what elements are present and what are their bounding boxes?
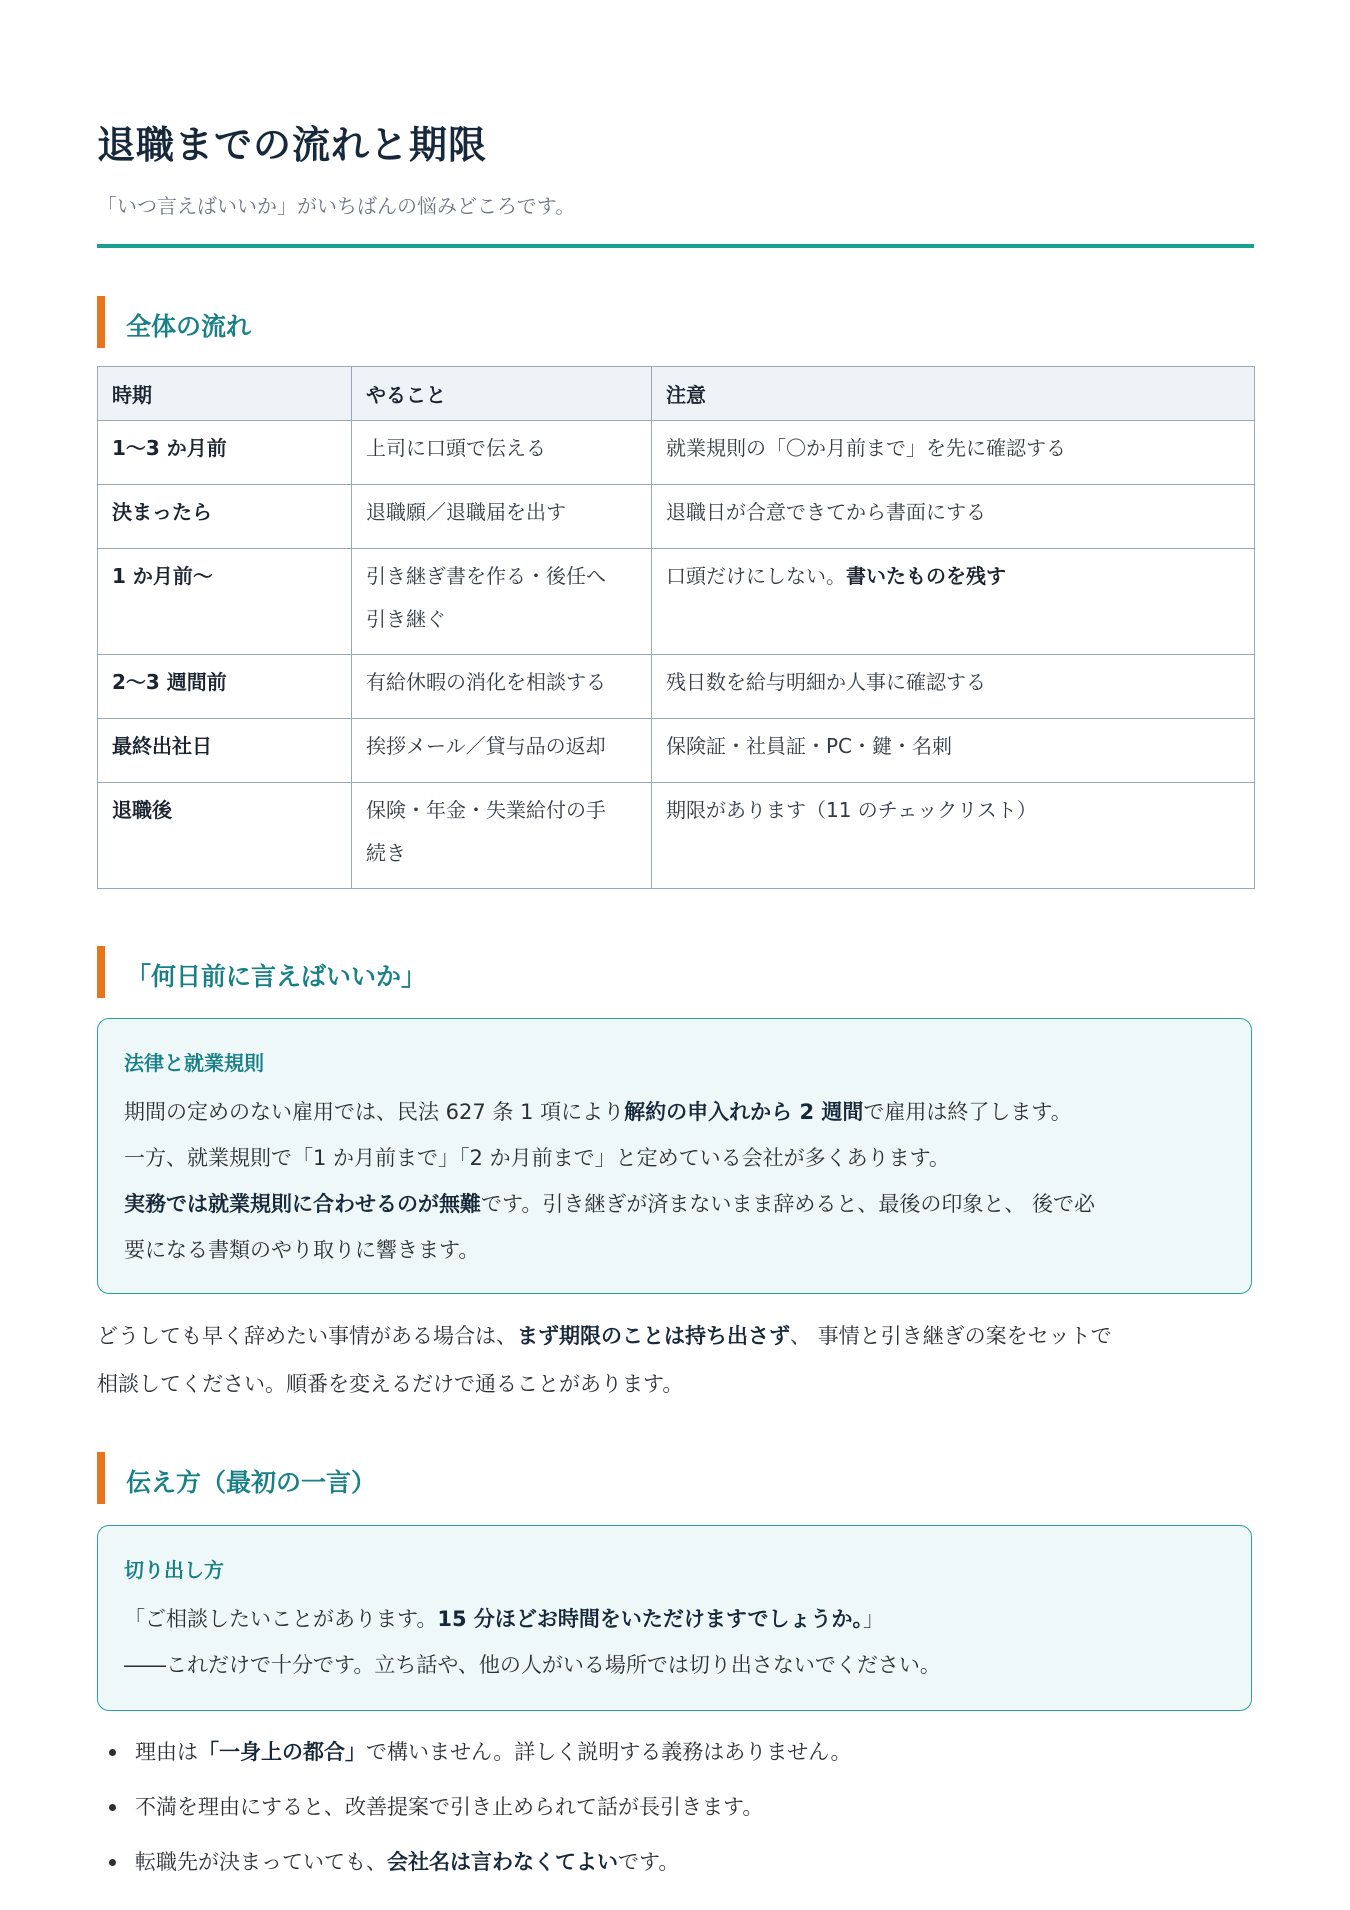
title-divider — [97, 244, 1254, 248]
note-text: 期限があります（11 のチェックリスト） — [666, 798, 1037, 822]
note-cell — [652, 549, 1255, 655]
note-text: 就業規則の「〇か月前まで」を先に確認する — [666, 436, 1066, 460]
callout-line — [124, 1089, 1231, 1135]
page-title: 退職までの流れと期限 — [97, 123, 488, 167]
list-item — [97, 1729, 1254, 1784]
todo-line: 引き継ぎ書を作る・後任へ — [366, 564, 606, 588]
text-run: です。引き継ぎが済まないまま辞めると、最後の印象と、 後で必 — [481, 1192, 1095, 1216]
text-run: 、 事情と引き継ぎの案をセットで — [790, 1324, 1112, 1348]
callout-line — [124, 1596, 1231, 1642]
section-heading-when — [97, 946, 1254, 998]
emphasis-text: まず期限のことは持ち出さず — [517, 1324, 790, 1348]
callout-line: 一方、就業規則で「1 か月前まで」「2 か月前まで」と定めている会社が多くあります。 — [124, 1146, 950, 1170]
table-row — [98, 485, 1255, 549]
todo-cell — [352, 549, 652, 655]
text-run: 不満を理由にすると、改善提案で引き止められて話が長引きます。 — [135, 1795, 764, 1819]
todo-line: 有給休暇の消化を相談する — [366, 670, 606, 694]
emphasis-text: 実務では就業規則に合わせるのが無難 — [124, 1192, 481, 1216]
text-run: どうしても早く辞めたい事情がある場合は、 — [97, 1324, 517, 1348]
section-title: 「何日前に言えばいいか」 — [126, 962, 427, 991]
callout-title: 切り出し方 — [124, 1558, 224, 1582]
note-cell — [652, 719, 1255, 783]
list-item — [97, 1784, 1254, 1839]
section-title: 伝え方（最初の一言） — [126, 1468, 377, 1497]
text-run: 転職先が決まっていても、 — [135, 1850, 387, 1874]
todo-cell — [352, 719, 652, 783]
paragraph-line — [97, 1312, 1254, 1360]
todo-cell — [352, 655, 652, 719]
section-title: 全体の流れ — [126, 312, 252, 341]
early-resignation-paragraph — [97, 1312, 1254, 1408]
period-cell: 最終出社日 — [98, 719, 352, 783]
todo-line: 退職願／退職届を出す — [366, 500, 566, 524]
todo-line: 続き — [366, 841, 406, 865]
note-text: 保険証・社員証・PC・鍵・名刺 — [666, 734, 953, 758]
opener-callout-box — [97, 1525, 1252, 1711]
column-header-note: 注意 — [652, 367, 1255, 421]
emphasis-text: 「一身上の都合」 — [198, 1740, 366, 1764]
todo-cell — [352, 421, 652, 485]
note-text: 残日数を給与明細か人事に確認する — [666, 670, 986, 694]
section-heading-how — [97, 1452, 1254, 1504]
table-header-row — [98, 367, 1255, 421]
list-item — [97, 1839, 1254, 1894]
todo-line: 上司に口頭で伝える — [366, 436, 546, 460]
table-row — [98, 549, 1255, 655]
text-run: です。 — [618, 1850, 680, 1874]
flow-table — [97, 366, 1255, 889]
text-run: 期間の定めのない雇用では、民法 627 条 1 項により — [124, 1100, 625, 1124]
todo-cell — [352, 783, 652, 889]
text-run: 」 — [863, 1607, 884, 1631]
emphasis-text: 解約の申入れから 2 週間 — [624, 1100, 864, 1124]
note-cell — [652, 655, 1255, 719]
table-row — [98, 421, 1255, 485]
period-cell: 決まったら — [98, 485, 352, 549]
paragraph-line: 相談してください。順番を変えるだけで通ることがあります。 — [97, 1372, 684, 1396]
todo-line: 保険・年金・失業給付の手 — [366, 798, 606, 822]
table-row — [98, 655, 1255, 719]
bullet-icon — [109, 1859, 116, 1866]
section-accent-bar — [97, 296, 105, 348]
column-header-period: 時期 — [98, 367, 352, 421]
text-run: 理由は — [135, 1740, 198, 1764]
period-cell: 2〜3 週間前 — [98, 655, 352, 719]
callout-line — [124, 1181, 1231, 1227]
note-text: 口頭だけにしない。 — [666, 564, 846, 588]
callout-body — [124, 1596, 1231, 1688]
bullet-icon — [109, 1804, 116, 1811]
note-text: 退職日が合意できてから書面にする — [666, 500, 986, 524]
text-run: で構いません。詳しく説明する義務はありません。 — [366, 1740, 852, 1764]
note-emphasis: 書いたものを残す — [846, 564, 1006, 588]
callout-body — [124, 1089, 1231, 1273]
callout-title: 法律と就業規則 — [124, 1051, 264, 1075]
tips-list — [97, 1729, 1254, 1894]
section-accent-bar — [97, 946, 105, 998]
section-heading-flow — [97, 296, 1254, 348]
period-cell: 退職後 — [98, 783, 352, 889]
note-cell — [652, 783, 1255, 889]
todo-cell — [352, 485, 652, 549]
callout-line: 要になる書類のやり取りに響きます。 — [124, 1238, 480, 1262]
todo-line: 挨拶メール／貸与品の返却 — [366, 734, 606, 758]
emphasis-text: 会社名は言わなくてよい — [387, 1850, 618, 1874]
emphasis-text: 15 分ほどお時間をいただけますでしょうか。 — [437, 1607, 863, 1631]
period-cell: 1 か月前〜 — [98, 549, 352, 655]
page-subtitle: 「いつ言えばいいか」がいちばんの悩みどころです。 — [97, 194, 576, 218]
column-header-todo: やること — [352, 367, 652, 421]
bullet-icon — [109, 1749, 116, 1756]
period-cell: 1〜3 か月前 — [98, 421, 352, 485]
law-callout-box — [97, 1018, 1252, 1294]
note-cell — [652, 485, 1255, 549]
callout-line: ――これだけで十分です。立ち話や、他の人がいる場所では切り出さないでください。 — [124, 1653, 941, 1677]
table-row — [98, 783, 1255, 889]
note-cell — [652, 421, 1255, 485]
todo-line: 引き継ぐ — [366, 607, 446, 631]
text-run: 「ご相談したいことがあります。 — [124, 1607, 438, 1631]
section-accent-bar — [97, 1452, 105, 1504]
text-run: で雇用は終了します。 — [863, 1100, 1072, 1124]
table-row — [98, 719, 1255, 783]
